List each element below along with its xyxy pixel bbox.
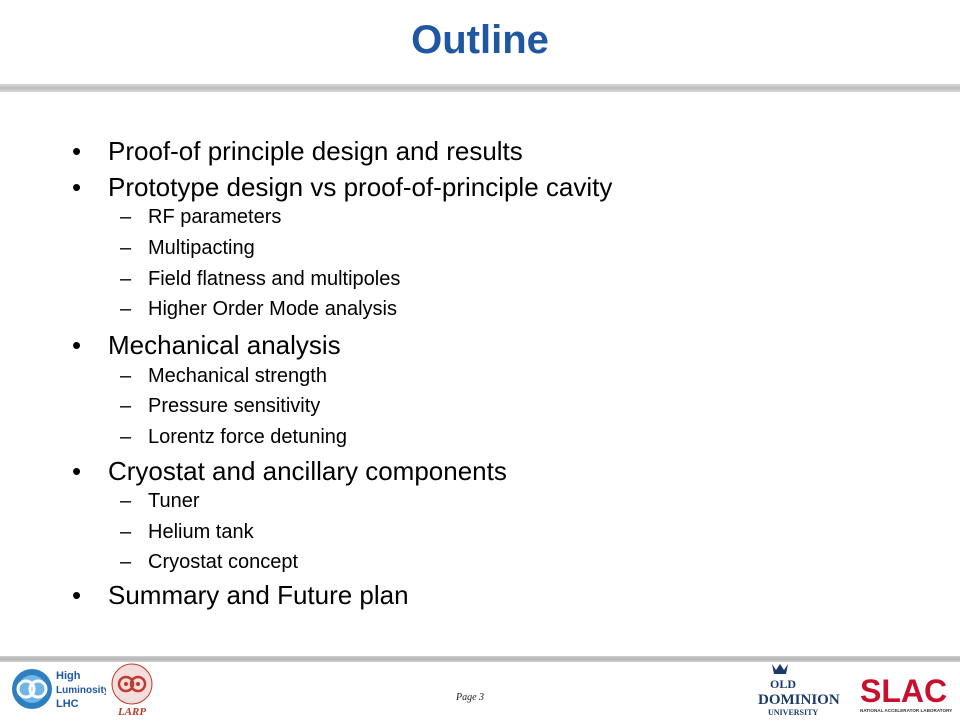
outline-item-text: Prototype design vs proof-of-principle cavity (108, 172, 613, 202)
outline-subitem-text: RF parameters (148, 206, 282, 228)
outline-subitem-text: Higher Order Mode analysis (148, 298, 397, 320)
outline-subitem-text: Pressure sensitivity (148, 395, 321, 417)
bullet: • (72, 580, 82, 610)
outline-subitem (120, 490, 200, 513)
outline-item (72, 330, 341, 361)
outline-item (72, 456, 507, 487)
outline-subitem (120, 426, 347, 449)
hl-lhc-line3: LHC (56, 698, 79, 710)
outline-subitem (120, 237, 255, 260)
outline-subitem (120, 298, 397, 321)
outline-item-text: Cryostat and ancillary components (108, 456, 507, 486)
outline-subitem (120, 365, 327, 388)
slide-title: Outline (411, 18, 549, 62)
outline-subitem-text: Helium tank (148, 521, 254, 543)
outline-subitem (120, 268, 400, 291)
odu-line1: OLD (770, 677, 797, 691)
outline-subitem-text: Cryostat concept (148, 551, 299, 573)
slac-text: SLAC (860, 673, 948, 709)
odu-logo (752, 662, 848, 723)
dash: – (120, 237, 132, 259)
outline-subitem (120, 521, 254, 544)
outline-subitem-text: Field flatness and multipoles (148, 268, 401, 290)
odu-line3: UNIVERSITY (768, 708, 819, 717)
outline-subitem (120, 206, 281, 229)
hl-lhc-logo (10, 664, 106, 719)
dash: – (120, 551, 132, 573)
outline-subitem-text: Multipacting (148, 237, 255, 259)
bullet: • (72, 330, 82, 360)
outline-subitem (120, 395, 320, 418)
dash: – (120, 490, 132, 512)
outline-item (72, 172, 612, 203)
outline-item-text: Mechanical analysis (108, 330, 341, 360)
outline-subitem-text: Tuner (148, 490, 200, 512)
dash: – (120, 395, 132, 417)
dash: – (120, 521, 132, 543)
larp-logo (108, 662, 156, 723)
dash: – (120, 268, 132, 290)
dash: – (120, 365, 132, 387)
odu-line2: DOMINION (758, 692, 840, 708)
hl-lhc-line1: High (56, 670, 81, 682)
bullet: • (72, 172, 82, 202)
dash: – (120, 206, 132, 228)
larp-text: LARP (117, 706, 147, 718)
outline-subitem-text: Mechanical strength (148, 365, 327, 387)
bullet: • (72, 136, 82, 166)
outline-item-text: Proof-of principle design and results (108, 136, 523, 166)
outline-item-text: Summary and Future plan (108, 580, 409, 610)
dash: – (120, 298, 132, 320)
outline-item (72, 136, 523, 167)
title-divider (0, 84, 960, 92)
page-number: Page 3 (456, 692, 485, 703)
dash: – (120, 426, 132, 448)
outline-subitem-text: Lorentz force detuning (148, 426, 348, 448)
slac-subtext: NATIONAL ACCELERATOR LABORATORY (860, 708, 953, 713)
outline-item (72, 580, 409, 611)
hl-lhc-line2: Luminosity (56, 685, 106, 696)
outline-subitem (120, 551, 298, 574)
slac-logo (858, 672, 954, 721)
bullet: • (72, 456, 82, 486)
